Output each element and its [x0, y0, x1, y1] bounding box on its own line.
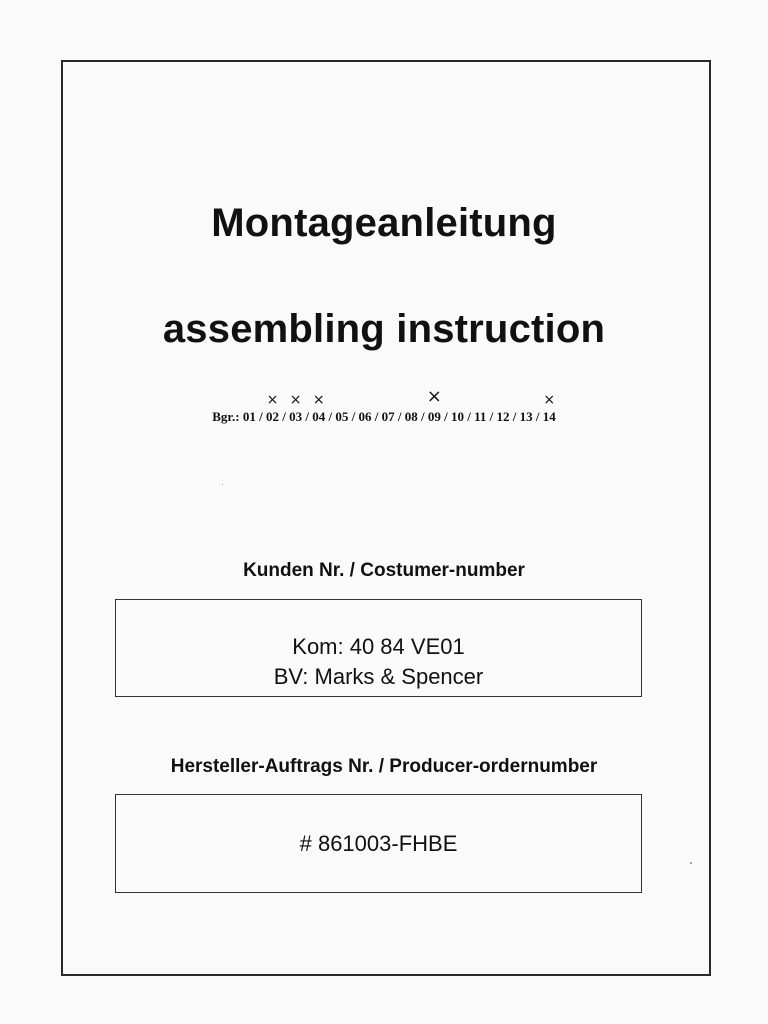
bgr-number-12: 12 — [496, 409, 510, 424]
bgr-number-06: 06 — [358, 409, 372, 424]
bgr-prefix: Bgr.: — [212, 409, 240, 424]
producer-order-box — [115, 794, 642, 893]
customer-number-heading: Kunden Nr. / Costumer-number — [243, 560, 525, 581]
bgr-number-08: 08 — [404, 409, 418, 424]
bgr-separator: / — [440, 409, 451, 424]
bgr-separator: / — [255, 409, 266, 424]
bgr-number-list — [0, 386, 768, 425]
bgr-separator: / — [463, 409, 475, 424]
bgr-number-13: 13 — [519, 409, 533, 424]
handwritten-x-mark-icon: × — [426, 386, 442, 407]
scan-speck — [690, 862, 692, 864]
bgr-separator: / — [486, 409, 497, 424]
bgr-number-04: 04 × — [312, 392, 326, 424]
bgr-number-01: 01 — [242, 409, 256, 424]
handwritten-x-mark-icon: × — [266, 392, 279, 408]
handwritten-x-mark-icon: × — [289, 392, 302, 408]
bgr-number-03: 03 × — [289, 392, 303, 424]
title-english: assembling instruction — [162, 307, 606, 351]
customer-number-box — [115, 599, 642, 697]
scan-speck — [222, 484, 223, 485]
bgr-separator: / — [394, 409, 405, 424]
project-line: BV: Marks & Spencer — [273, 664, 484, 689]
producer-order-heading: Hersteller-Auftrags Nr. / Producer-ordernumber — [170, 756, 598, 777]
bgr-separator: / — [532, 409, 543, 424]
commission-line: Kom: 40 84 VE01 — [292, 634, 465, 659]
bgr-separator: / — [509, 409, 520, 424]
handwritten-x-mark-icon: × — [543, 392, 556, 408]
bgr-number-05: 05 — [335, 409, 349, 424]
bgr-number-09: 09 × — [426, 386, 442, 424]
bgr-number-07: 07 — [381, 409, 395, 424]
bgr-separator: / — [348, 409, 359, 424]
bgr-separator: / — [302, 409, 313, 424]
producer-order-number: # 861003-FHBE — [299, 831, 458, 856]
bgr-number-10: 10 — [450, 409, 464, 424]
bgr-separator: / — [278, 409, 290, 424]
bgr-separator: / — [417, 409, 428, 424]
bgr-number-11: 11 — [474, 409, 487, 424]
bgr-separator: / — [371, 409, 382, 424]
bgr-separator: / — [325, 409, 336, 424]
title-german: Montageanleitung — [211, 201, 557, 245]
bgr-number-14: 14 × — [542, 392, 556, 424]
bgr-number-02: 02 × — [265, 392, 279, 424]
handwritten-x-mark-icon: × — [312, 392, 325, 408]
